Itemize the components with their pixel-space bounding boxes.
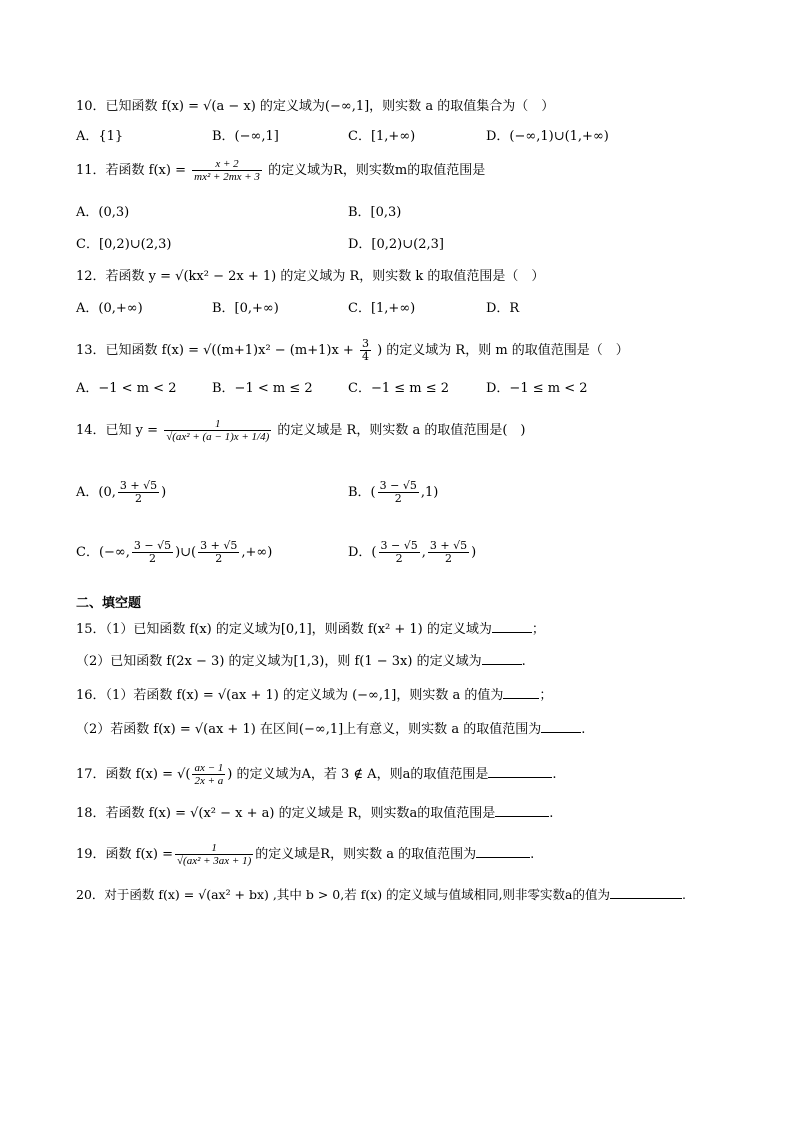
q14-d-comma: ,: [421, 545, 426, 560]
q17-prefix: 17．函数 f(x) = √(: [76, 767, 191, 782]
q14-option-c[interactable]: [76, 540, 272, 565]
q10-option-a[interactable]: A．{1}: [76, 129, 124, 144]
q11-numerator: x + 2: [192, 158, 262, 171]
q15-p2-answer-blank[interactable]: [482, 652, 522, 665]
q16-p1-answer-blank[interactable]: [503, 686, 539, 699]
question-10-stem: 10．已知函数 f(x) = √(a − x) 的定义域为(−∞,1]，则实数 a 的取值集合为（ ）: [76, 99, 555, 114]
q15-p1-end: ；: [531, 622, 545, 637]
q13-suffix: ) 的定义域为 R，则 m 的取值范围是（ ）: [377, 343, 629, 358]
q14-d-suffix: ): [471, 545, 477, 560]
q11-option-d[interactable]: D．[0,2)∪(2,3]: [348, 237, 444, 252]
q11-option-a[interactable]: A．(0,3): [76, 205, 130, 220]
q17-numerator: ax − 1: [194, 762, 224, 774]
q11-option-c[interactable]: C．[0,2)∪(2,3): [76, 237, 172, 252]
q14-c-prefix: C．(−∞,: [76, 545, 130, 560]
q13-option-b[interactable]: B．−1 < m ≤ 2: [212, 381, 313, 396]
q13-option-c[interactable]: C．−1 ≤ m ≤ 2: [348, 381, 450, 396]
question-12-stem: 12．若函数 y = √(kx² − 2x + 1) 的定义域为 R，则实数 k 的取值范围是（ ）: [76, 269, 545, 284]
q16-p2-answer-blank[interactable]: [541, 720, 581, 733]
q14-a-prefix: A．(0,: [76, 485, 116, 500]
q14-option-a[interactable]: [76, 480, 166, 505]
q11-option-b[interactable]: B．[0,3): [348, 205, 402, 220]
q18-end: .: [549, 806, 554, 821]
q10-option-b[interactable]: B．(−∞,1]: [212, 129, 279, 144]
q15-p2-end: .: [521, 654, 526, 669]
q16-p2-text: （2）若函数 f(x) = √(ax + 1) 在区间(−∞,1]上有意义，则实数 a 的取值范围为: [76, 722, 542, 737]
q13-option-a[interactable]: A．−1 < m < 2: [76, 381, 177, 396]
q10-option-c[interactable]: C．[1,+∞): [348, 129, 416, 144]
q14-c-union: )∪(: [175, 545, 197, 560]
question-18-stem: [76, 804, 553, 823]
q13-frac-num: 3: [361, 337, 369, 350]
q14-d-prefix: D．(: [348, 545, 377, 560]
q12-option-b[interactable]: B．[0,+∞): [212, 301, 279, 316]
q14-a-fraction: [118, 480, 159, 505]
q14-fraction: [164, 418, 271, 443]
q17-answer-blank[interactable]: [488, 765, 552, 778]
q19-denominator: √(ax² + 3ax + 1): [177, 855, 252, 867]
question-15-part-2: [76, 652, 526, 671]
q13-frac-den: 4: [361, 350, 369, 363]
q14-suffix: 的定义域是 R，则实数 a 的取值范围是( ): [277, 423, 526, 438]
q11-prefix: 11．若函数 f(x) =: [76, 163, 186, 178]
question-15-part-1: [76, 620, 545, 639]
q19-suffix: 的定义域是R，则实数 a 的取值范围为: [255, 847, 477, 862]
q15-p1-answer-blank[interactable]: [492, 620, 532, 633]
q13-option-d[interactable]: D．−1 ≤ m < 2: [486, 381, 588, 396]
question-14-stem: [76, 418, 526, 443]
q14-c-num-1: 3 − √5: [133, 539, 172, 552]
q14-option-b[interactable]: [348, 480, 438, 505]
q14-a-suffix: ): [161, 485, 167, 500]
q12-option-d[interactable]: D．R: [486, 301, 520, 316]
q14-d-den-1: 2: [395, 552, 403, 565]
question-16-part-1: [76, 686, 552, 705]
question-16-part-2: [76, 720, 585, 739]
q15-p1-text: 15．（1）已知函数 f(x) 的定义域为[0,1]，则函数 f(x² + 1) 的定义域为: [76, 622, 492, 637]
q14-a-num: 3 + √5: [119, 479, 158, 492]
q19-prefix: 19．函数 f(x) =: [76, 847, 173, 862]
q20-text: 20．对于函数 f(x) = √(ax² + bx) ,其中 b > 0,若 f(x) 的定义域与值域相同,则非零实数a的值为: [76, 887, 611, 902]
q16-p2-end: .: [581, 722, 586, 737]
q16-p1-end: ；: [539, 688, 553, 703]
q19-end: .: [530, 847, 535, 862]
q20-answer-blank[interactable]: [610, 886, 682, 899]
q17-suffix: ) 的定义域为A，若 3 ∉ A，则a的取值范围是: [227, 767, 489, 782]
q11-denominator: mx² + 2mx + 3: [194, 171, 260, 183]
q12-option-a[interactable]: A．(0,+∞): [76, 301, 143, 316]
q10-option-d[interactable]: D．(−∞,1)∪(1,+∞): [486, 129, 609, 144]
q14-c-fraction-1: [132, 540, 173, 565]
q19-numerator: 1: [175, 842, 253, 855]
q14-d-fraction-1: [379, 540, 420, 565]
q14-d-num-2: 3 + √5: [429, 539, 468, 552]
q13-prefix: 13．已知函数 f(x) = √((m+1)x² − (m+1)x +: [76, 343, 354, 358]
question-19-stem: [76, 842, 534, 867]
q14-b-prefix: B．(: [348, 485, 376, 500]
q13-fraction: [360, 338, 371, 363]
q14-b-fraction: [378, 480, 419, 505]
question-20-stem: [76, 886, 686, 904]
q14-d-num-1: 3 − √5: [380, 539, 418, 552]
q14-option-d[interactable]: [348, 540, 476, 565]
q17-end: .: [552, 767, 557, 782]
q14-d-den-2: 2: [444, 552, 452, 565]
q14-b-suffix: ,1): [420, 485, 439, 500]
q14-denominator: √(ax² + (a − 1)x + 1/4): [166, 431, 270, 443]
q14-prefix: 14．已知 y =: [76, 423, 159, 438]
q18-answer-blank[interactable]: [495, 804, 549, 817]
q11-fraction: [192, 158, 262, 183]
q14-a-den: 2: [134, 492, 142, 505]
question-13-stem: [76, 338, 629, 363]
q19-answer-blank[interactable]: [476, 845, 530, 858]
q14-b-num: 3 − √5: [379, 479, 417, 492]
q14-c-suffix: ,+∞): [241, 545, 273, 560]
q20-end: .: [682, 887, 686, 902]
question-17-stem: [76, 762, 556, 787]
q19-fraction: [175, 842, 253, 867]
q15-p2-text: （2）已知函数 f(2x − 3) 的定义域为[1,3)，则 f(1 − 3x) 的定义域为: [76, 654, 482, 669]
question-11-stem: [76, 158, 485, 183]
q14-numerator: 1: [164, 418, 271, 431]
q11-suffix: 的定义域为R，则实数m的取值范围是: [268, 163, 486, 178]
q12-option-c[interactable]: C．[1,+∞): [348, 301, 416, 316]
q14-b-den: 2: [394, 492, 402, 505]
section-heading-fill-in: 二、填空题: [76, 596, 142, 611]
q14-d-fraction-2: [428, 540, 469, 565]
q14-c-num-2: 3 + √5: [200, 539, 238, 552]
q16-p1-text: 16．（1）若函数 f(x) = √(ax + 1) 的定义域为 (−∞,1]，则实数 a 的值为: [76, 688, 504, 703]
q17-denominator: 2x + a: [194, 775, 224, 787]
q17-fraction: [192, 762, 225, 787]
q14-c-den-2: 2: [215, 552, 223, 565]
q14-c-fraction-2: [198, 540, 239, 565]
q18-text: 18．若函数 f(x) = √(x² − x + a) 的定义域是 R，则实数a的取值范围是: [76, 806, 496, 821]
q14-c-den-1: 2: [148, 552, 156, 565]
